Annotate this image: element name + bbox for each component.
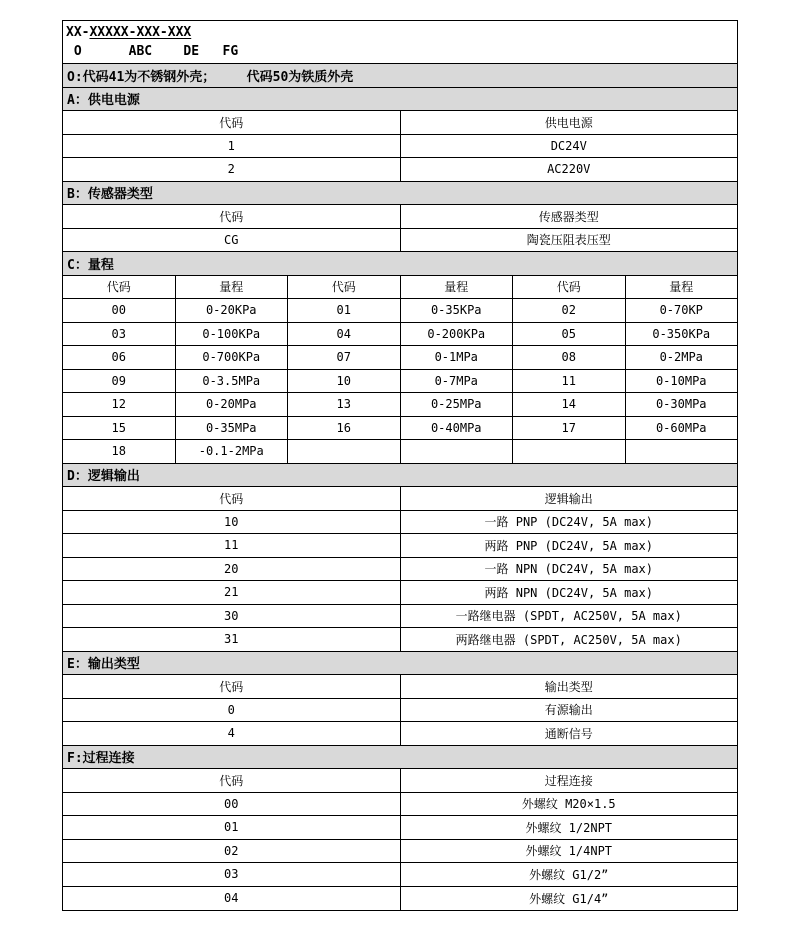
table-cell: 0-70KP <box>659 303 703 318</box>
table-cell: 05 <box>513 323 626 346</box>
table-row <box>63 887 737 911</box>
table-cell: 12 <box>63 393 176 416</box>
table-cell: 输出类型 <box>544 679 593 694</box>
table-cell: 00 <box>63 793 401 816</box>
table-row <box>63 699 737 723</box>
table-cell: 代码 <box>63 276 176 299</box>
table-cell: 0-10MPa <box>655 373 707 388</box>
section-o-bar: O:代码41为不锈钢外壳； 代码50为铁质外壳 <box>63 64 737 88</box>
table-cell: 16 <box>288 417 401 440</box>
table-cell: 传感器类型 <box>538 209 599 224</box>
table-cell: 0-1MPa <box>401 346 514 369</box>
table-cell: 过程连接 <box>544 773 593 788</box>
model-prefix: XX- <box>66 25 90 40</box>
section-f-bar: F:过程连接 <box>63 746 737 770</box>
table-cell: CG <box>63 229 401 252</box>
table-cell: 01 <box>288 299 401 322</box>
table-cell: DC24V <box>550 138 587 153</box>
table-cell: 量程 <box>176 276 289 299</box>
table-cell: 代码 <box>63 487 401 510</box>
section-a-bar: A：供电电源 <box>63 88 737 112</box>
table-cell: 代码 <box>288 276 401 299</box>
table-cell: 外螺纹 G1/2” <box>529 867 609 882</box>
model-underlined-part: XXXXX-XXX-XXX <box>89 25 192 40</box>
table-cell: 10 <box>63 511 401 534</box>
table-cell: 01 <box>63 816 401 839</box>
table-row <box>63 440 737 464</box>
table-cell: 0-100KPa <box>176 323 289 346</box>
table-row <box>63 229 737 253</box>
table-row <box>63 534 737 558</box>
table-row <box>63 370 737 394</box>
table-cell: 04 <box>288 323 401 346</box>
table-row <box>63 346 737 370</box>
table-row <box>63 605 737 629</box>
table-row <box>63 628 737 652</box>
table-cell: 0-2MPa <box>659 350 703 365</box>
table-row <box>63 675 737 699</box>
table-cell <box>401 440 514 463</box>
table-row <box>63 769 737 793</box>
table-cell: -0.1-2MPa <box>176 440 289 463</box>
section-c-bar: C：量程 <box>63 252 737 276</box>
table-row <box>63 276 737 300</box>
table-cell: 0-35KPa <box>401 299 514 322</box>
table-row <box>63 816 737 840</box>
table-cell: 量程 <box>401 276 514 299</box>
table-cell: 17 <box>513 417 626 440</box>
table-cell: 10 <box>288 370 401 393</box>
table-cell: 02 <box>63 840 401 863</box>
table-cell: 0-30MPa <box>655 397 707 412</box>
table-cell: 07 <box>288 346 401 369</box>
table-cell: 两路继电器 (SPDT, AC250V, 5A max) <box>455 632 682 647</box>
table-cell: 1 <box>63 135 401 158</box>
table-cell: 11 <box>63 534 401 557</box>
table-cell: 18 <box>63 440 176 463</box>
table-cell: 0-7MPa <box>401 370 514 393</box>
table-cell: 两路 NPN (DC24V, 5A max) <box>484 585 653 600</box>
table-cell: 代码 <box>513 276 626 299</box>
table-cell: 0-35MPa <box>176 417 289 440</box>
table-cell: 03 <box>63 863 401 886</box>
table-cell: 21 <box>63 581 401 604</box>
table-cell: 0-200KPa <box>401 323 514 346</box>
table-cell: 一路 NPN (DC24V, 5A max) <box>484 562 653 577</box>
table-row <box>63 323 737 347</box>
table-row <box>63 793 737 817</box>
table-cell <box>513 440 626 463</box>
table-cell: 量程 <box>669 280 694 295</box>
table-cell: 外螺纹 G1/4” <box>529 891 609 906</box>
table-cell: 4 <box>63 722 401 745</box>
table-cell: 0-40MPa <box>401 417 514 440</box>
table-row <box>63 511 737 535</box>
table-cell: 04 <box>63 887 401 911</box>
section-e-bar: E：输出类型 <box>63 652 737 676</box>
table-row <box>63 840 737 864</box>
table-cell: 11 <box>513 370 626 393</box>
table-row <box>63 135 737 159</box>
table-cell: 代码 <box>63 675 401 698</box>
model-code-title <box>66 24 737 42</box>
table-row <box>63 417 737 441</box>
table-cell: 09 <box>63 370 176 393</box>
table-row <box>63 487 737 511</box>
table-cell <box>626 440 738 463</box>
table-cell: 0-700KPa <box>176 346 289 369</box>
section-d-bar: D：逻辑输出 <box>63 464 737 488</box>
table-row <box>63 393 737 417</box>
table-cell: 外螺纹 1/4NPT <box>525 844 613 859</box>
table-cell: 通断信号 <box>544 726 593 741</box>
table-cell: 外螺纹 1/2NPT <box>525 820 613 835</box>
model-code-block <box>63 21 737 64</box>
position-labels: O ABC DE FG <box>66 44 239 59</box>
table-cell: 03 <box>63 323 176 346</box>
table-cell: 有源输出 <box>544 703 593 718</box>
table-cell: 外螺纹 M20×1.5 <box>521 797 616 812</box>
table-cell: 陶瓷压阻表压型 <box>526 233 611 248</box>
table-row <box>63 158 737 182</box>
table-cell: 代码 <box>63 111 401 134</box>
table-cell: 20 <box>63 558 401 581</box>
section-b-bar: B：传感器类型 <box>63 182 737 206</box>
table-cell: 15 <box>63 417 176 440</box>
table-cell: 06 <box>63 346 176 369</box>
table-cell: 供电电源 <box>544 115 593 130</box>
ordering-code-table <box>62 20 738 911</box>
table-cell: 02 <box>513 299 626 322</box>
table-cell: 0-3.5MPa <box>176 370 289 393</box>
table-cell: 一路继电器 (SPDT, AC250V, 5A max) <box>455 609 682 624</box>
table-cell: 代码 <box>63 205 401 228</box>
table-cell: 0-350KPa <box>652 326 711 341</box>
table-cell: AC220V <box>547 162 591 177</box>
table-cell: 2 <box>63 158 401 181</box>
table-cell: 13 <box>288 393 401 416</box>
table-cell: 0-20KPa <box>176 299 289 322</box>
table-cell: 0-20MPa <box>176 393 289 416</box>
table-cell: 一路 PNP (DC24V, 5A max) <box>484 515 653 530</box>
table-row <box>63 863 737 887</box>
table-cell: 逻辑输出 <box>544 491 593 506</box>
table-row <box>63 722 737 746</box>
table-cell: 代码 <box>63 769 401 792</box>
table-cell: 0 <box>63 699 401 722</box>
table-cell: 两路 PNP (DC24V, 5A max) <box>484 538 653 553</box>
table-cell: 0-60MPa <box>655 420 707 435</box>
table-row <box>63 111 737 135</box>
table-row <box>63 299 737 323</box>
table-cell: 00 <box>63 299 176 322</box>
table-row <box>63 205 737 229</box>
table-cell: 0-25MPa <box>401 393 514 416</box>
table-cell <box>288 440 401 463</box>
table-cell: 14 <box>513 393 626 416</box>
table-row <box>63 558 737 582</box>
table-cell: 31 <box>63 628 401 651</box>
table-cell: 30 <box>63 605 401 628</box>
table-row <box>63 581 737 605</box>
table-cell: 08 <box>513 346 626 369</box>
